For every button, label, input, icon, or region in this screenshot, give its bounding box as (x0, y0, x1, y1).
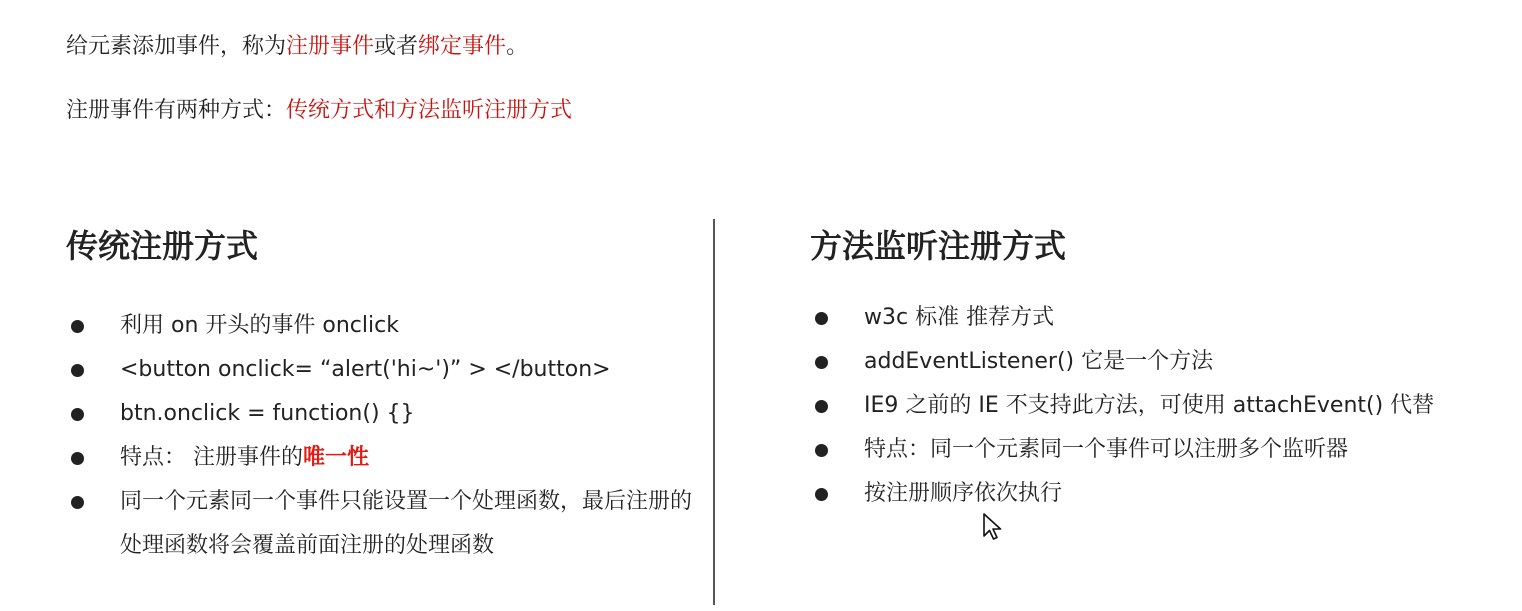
list-item (810, 472, 1510, 516)
list-item (66, 392, 706, 436)
list-item (810, 296, 1510, 340)
bullet-icon (71, 408, 84, 421)
list-item-text (120, 445, 369, 470)
intro-text: 给元素添加事件，称为 (66, 34, 287, 59)
bullet-icon (71, 320, 84, 333)
list-item-text: <button onclick= “alert('hi~')” > </button> (120, 357, 611, 382)
intro-text: 或者 (374, 34, 419, 59)
list-item-text: addEventListener() 它是一个方法 (864, 349, 1214, 374)
traditional-registration-list (66, 304, 706, 568)
intro-highlight-register-event: 注册事件 (286, 34, 375, 59)
list-item-text: 按注册顺序依次执行 (864, 481, 1063, 506)
bullet-icon (815, 356, 828, 369)
traditional-registration-title: 传统注册方式 (66, 227, 259, 265)
column-divider (713, 219, 715, 605)
list-item (66, 304, 706, 348)
list-item-text: IE9 之前的 IE 不支持此方法，可使用 attachEvent() 代替 (864, 393, 1435, 418)
list-item (66, 480, 706, 568)
list-item-text: btn.onclick = function() {} (120, 401, 415, 426)
list-item-text: 同一个元素同一个事件只能设置一个处理函数，最后注册的处理函数将会覆盖前面注册的处理函数 (120, 489, 693, 558)
list-item-text: 利用 on 开头的事件 onclick (120, 313, 399, 338)
bullet-icon (815, 444, 828, 457)
bullet-icon (815, 312, 828, 325)
list-item (66, 348, 706, 392)
intro-text: 注册事件有两种方式： (66, 98, 287, 123)
mouse-pointer-icon (982, 512, 1004, 542)
list-item (810, 428, 1510, 472)
list-item (810, 384, 1510, 428)
listener-registration-list (810, 296, 1510, 516)
intro-line-1 (66, 32, 528, 62)
intro-highlight-two-methods: 传统方式和方法监听注册方式 (286, 98, 573, 123)
intro-line-2 (66, 96, 572, 126)
bullet-icon (815, 400, 828, 413)
list-item (810, 340, 1510, 384)
listener-registration-title: 方法监听注册方式 (810, 227, 1067, 265)
list-item-text: 特点：同一个元素同一个事件可以注册多个监听器 (864, 437, 1349, 462)
bullet-icon (71, 364, 84, 377)
bullet-icon (71, 452, 84, 465)
list-item-text: w3c 标准 推荐方式 (864, 305, 1055, 330)
list-item (66, 436, 706, 480)
bullet-icon (71, 496, 84, 509)
uniqueness-emphasis: 唯一性 (303, 445, 370, 470)
intro-text: 。 (506, 34, 529, 59)
intro-highlight-bind-event: 绑定事件 (418, 34, 507, 59)
bullet-icon (815, 488, 828, 501)
list-item-text-part: 特点： 注册事件的 (120, 445, 303, 470)
